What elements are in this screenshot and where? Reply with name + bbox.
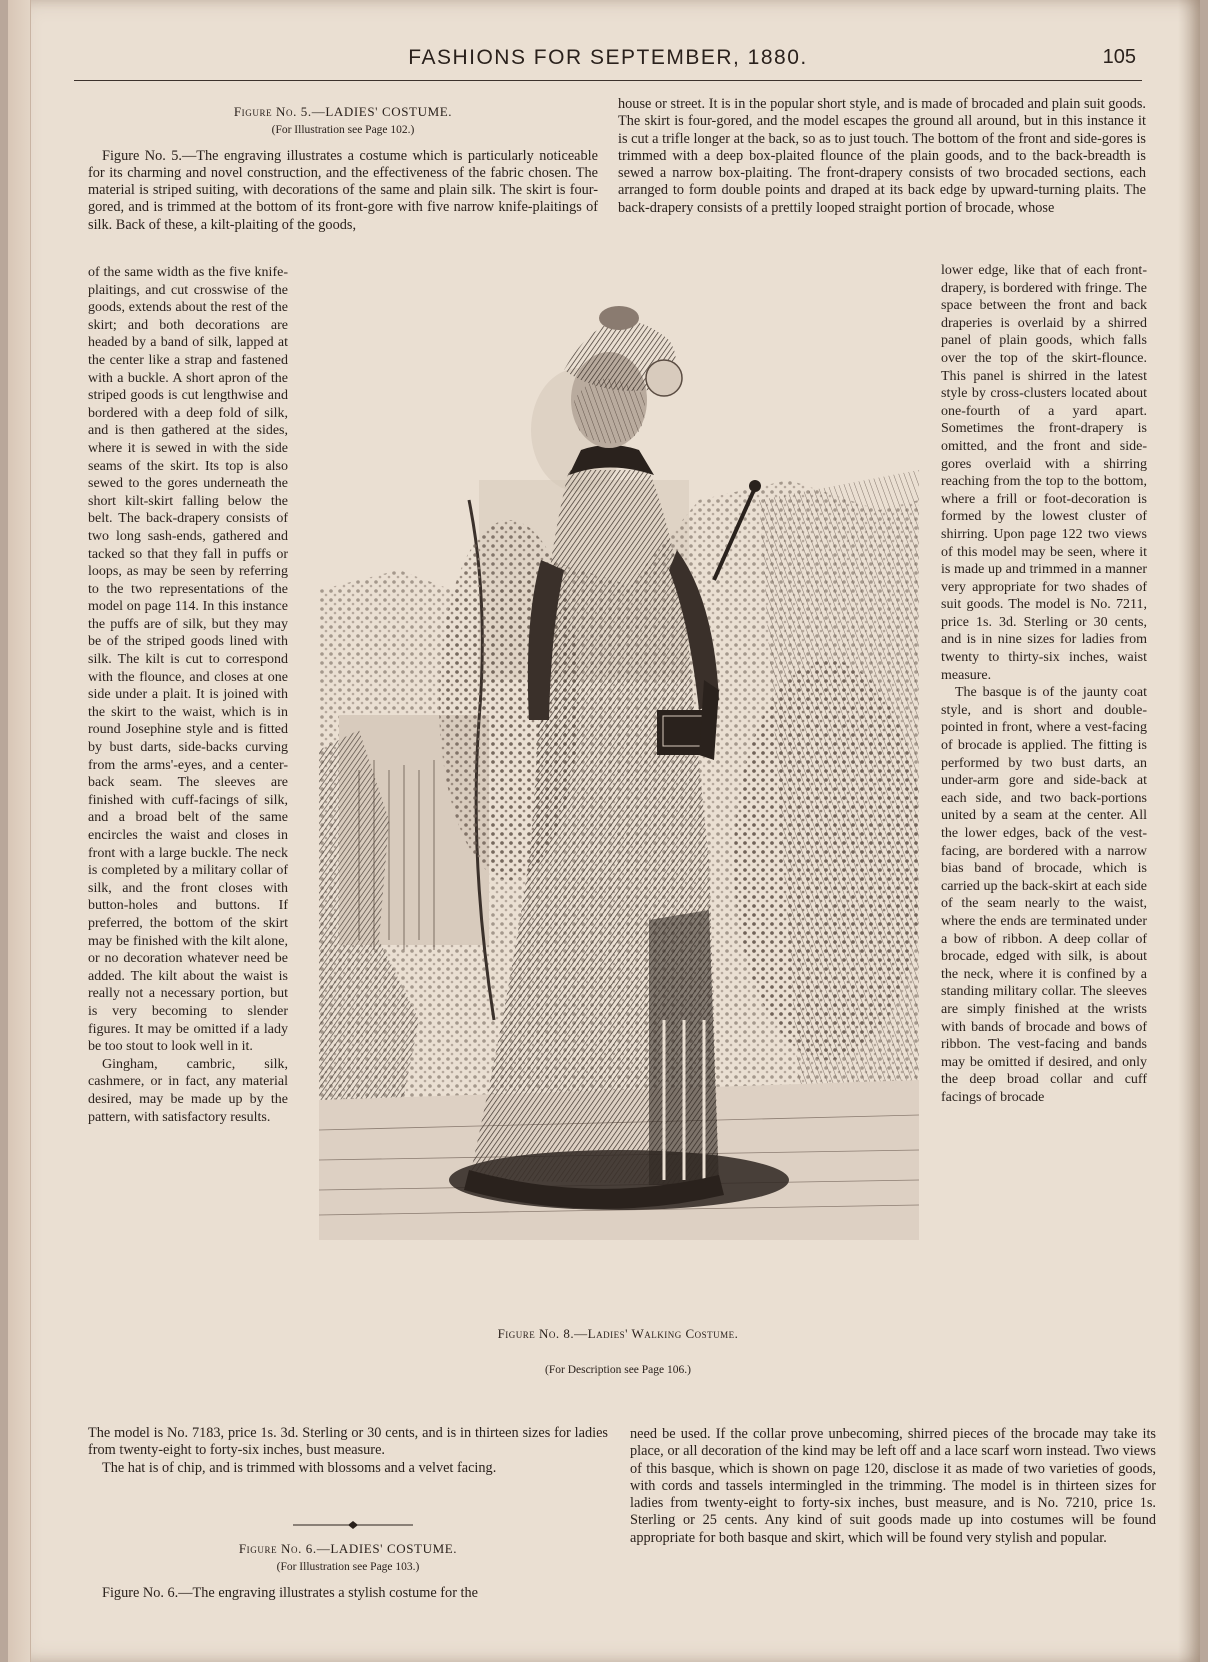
figure6-heading: Figure No. 6.—LADIES' COSTUME. [238,1541,458,1556]
figure6-paragraph-2: The basque is of the jaunty coat style, and is short and double-pointed in front, where a vest-facing of brocade is applied. The fitting is performed by two bust darts, an under-arm gore and side-back at each side, and two back-portions united by a seam at the center. All the lower edges, back of the vest-facing, are bordered with a narrow bias band of brocade, which is carried up the back-skirt at each side of the seam nearly to the waist, where the ends are terminated under a bow of ribbon. A deep collar of brocade, edged with silk, is about the neck, where it is confined by a standing military collar. The sleeves are simply finished at the wrists with bands of brocade and bows of ribbon. The vest-facing and bands may be omitted if desired, and only the deep broad collar and cuff facings of brocade [941,685,1147,1105]
figure5-paragraph-3: The hat is of chip, and is trimmed with blossoms and a velvet facing. [102,1459,497,1476]
figure6-paragraph-2-cont: need be used. If the collar prove unbecoming, shirred pieces of the brocade may take its place, or all decoration of the kind may be left off and a lace scarf worn instead. Two views of this basque, which is shown on page 120, disclose it as made of two varieties of goods, with cords and tassels intermingled in the trimming. The model is in thirteen sizes for ladies from twenty-eight to forty-six inches, bust measure, and is No. 7210, price 1s. Sterling or 25 cents. Any kind of suit goods made up into costumes will be found appropriate for both basque and skirt, which will be found very stylish and popular. [630,1426,1156,1546]
page-number: 105 [1102,46,1136,68]
figure5-article-bottom [88,1425,608,1477]
figure5-paragraph-1: Figure No. 5.—The engraving illustrates a costume which is particularly noticeable for its charming and novel construction, and the effectiveness of the fabric chosen. The material is striped suiting, with decorations of the same and plain silk. The skirt is four-gored, and is trimmed at the bottom of its front-gore with five narrow knife-plaitings of silk. Back of these, a kilt-plaiting of the goods, [88,147,598,233]
figure6-paragraph-1-end: lower edge, like that of each front-drapery, is bordered with fringe. The space between the front and back draperies is overlaid by a shirred panel of plain goods, which falls over the top of the skirt-flounce. This panel is shirred in the latest style by cross-clusters located about one-fourth of a yard apart. Sometimes the front-drapery is omitted, and the front and side-gores overlaid with a shirring reaching from the top to the bottom, where a frill or foot-decoration is formed by the lowest cluster of shirring. Upon page 122 two views of this model may be seen, where it is made up and trimmed in a manner very appropriate for two shades of suit goods. The model is No. 7211, price 1s. 3d. Sterling or 30 cents, and is in nine sizes for ladies from twenty to thirty-six inches, waist measure. [941,263,1147,683]
walking-costume-engraving [319,300,919,1305]
figure8-caption: Figure No. 8.—Ladies' Walking Costume. [497,1326,739,1341]
figure5-heading: Figure No. 5.—LADIES' COSTUME. [233,104,453,119]
figure8-note: (For Description see Page 106.) [545,1364,691,1376]
figure5-paragraph-1-cont: of the same width as the five knife-plaitings, and cut crosswise of the goods, extends about the rest of the skirt; and both decorations are headed by a band of silk, lapped at the center like a strap and fastened with a buckle. A short apron of the striped goods is cut lengthwise and bordered with a deep fold of silk, and is then gathered at the sides, where it is sewed in with the side seams of the skirt. Its top is also sewed to the gores underneath the short kilt-skirt falling below the belt. The back-drapery consists of two long sash-ends, gathered and tacked so that they fall in puffs or loops, as may be seen by referring to the two representations of the model on page 114. In this instance the puffs are of silk, but they may be of the striped goods lined with silk. The kilt is cut to correspond with the flounce, and closes at one side under a plait. It is joined with the skirt to the waist, which is in round Josephine style and is fitted by bust darts, side-backs curving from the arms'-eyes, and a center-back seam. The sleeves are finished with cuff-facings of silk, and a broad belt of the same encircles the waist and closes in front with a large buckle. The neck is completed by a military collar of silk, and the front closes with button-holes and buttons. If preferred, the bottom of the skirt may be finished with the kilt alone, or no decoration whatever need be added. The kilt about the waist is really not a necessary portion, but is very becoming to slender figures. It may be omitted if a lady be too stout to look well in it. [88,265,288,1055]
figure6-note: (For Illustration see Page 103.) [276,1561,420,1574]
page-header [74,46,1142,81]
figure5-paragraph-2: Gingham, cambric, silk, cashmere, or in fact, any material desired, may be made up by the pattern, with satisfactory results. [88,1056,288,1125]
figure5-article-narrow [88,264,288,1126]
magazine-page [8,0,1200,1662]
page-title: FASHIONS FOR SEPTEMBER, 1880. [408,46,808,69]
figure5-note: (For Illustration see Page 102.) [271,124,415,137]
figure6-article-start [88,1540,608,1602]
figure6-paragraph-1: Figure No. 6.—The engraving illustrates a stylish costume for the [102,1584,479,1601]
figure6-article-top [618,96,1146,217]
figure5-article-top [88,103,598,234]
figure6-article-bottom [630,1426,1156,1547]
figure5-paragraph-2-cont: The model is No. 7183, price 1s. 3d. Sterling or 30 cents, and is in thirteen sizes for ladies from twenty-eight to forty-six inches, bust measure. [88,1425,608,1459]
figure6-article-narrow [941,262,1147,1107]
figure6-paragraph-1-cont: house or street. It is in the popular short style, and is made of brocaded and plain suit goods. The skirt is four-gored, and the model escapes the ground all around, but in this instance it is cut a trifle longer at the back, so as to just touch. The bottom of the front and side-gores is trimmed with a deep box-plaited flounce of the plain goods, and to the back-breadth is sewed a narrow box-plaiting. The front-drapery consists of two brocaded sections, each arranged to form double points and draped at its back edge by upward-turning plaits. The back-drapery consists of a prettily looped straight portion of brocade, whose [618,96,1146,216]
previous-page-edge [8,0,31,1662]
section-divider [293,1520,413,1530]
page-fold-shadow [1178,0,1200,1662]
